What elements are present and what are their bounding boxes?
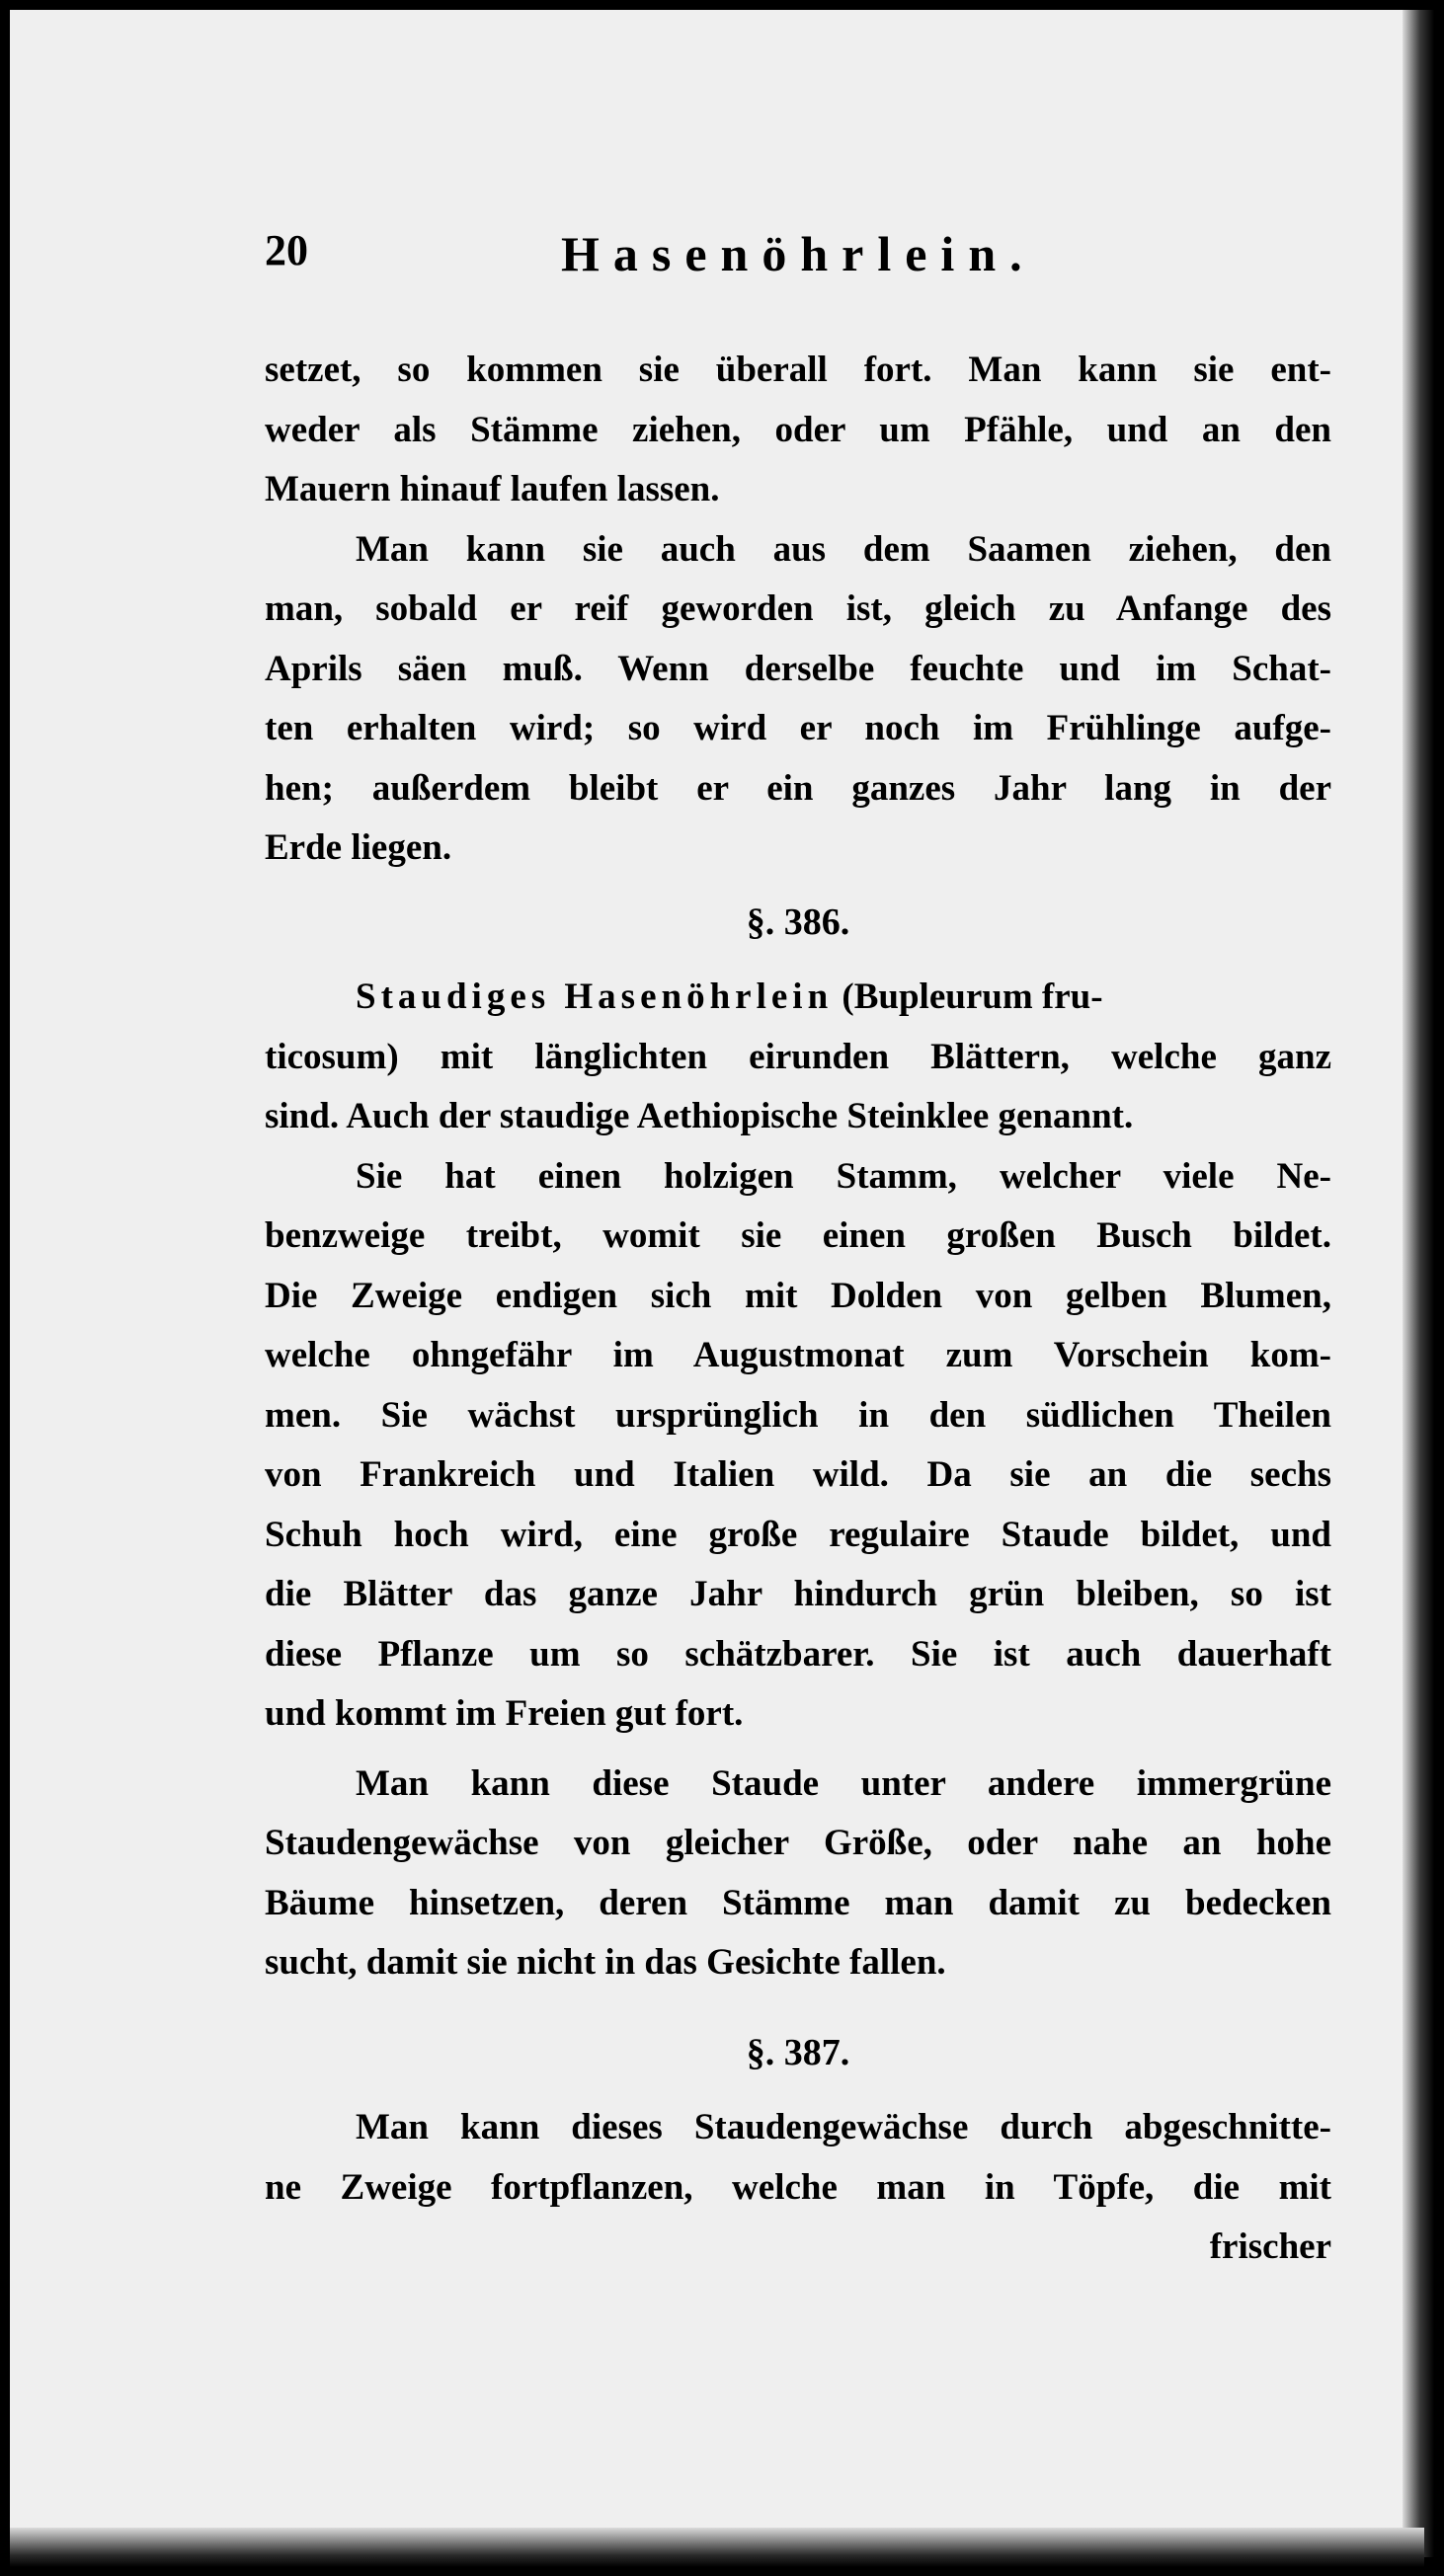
page-number: 20 bbox=[265, 226, 308, 274]
text-line: ne Zweige fortpflanzen, welche man in Töpfe, die mit bbox=[265, 2166, 1331, 2208]
text-line: Man kann dieses Staudengewächse durch abgeschnitte- bbox=[356, 2107, 1331, 2147]
text-line: ticosum) mit länglichten eirunden Blättern, welche ganz bbox=[265, 1036, 1331, 1077]
section-heading-387: §. 387. bbox=[746, 2031, 850, 2073]
text-line: sind. Auch der staudige Aethiopische Steinklee genannt. bbox=[265, 1096, 1134, 1136]
text-line: Man kann sie auch aus dem Saamen ziehen, den bbox=[356, 528, 1331, 570]
page-bottom-shadow bbox=[10, 2528, 1424, 2567]
section-heading-386: §. 386. bbox=[746, 900, 850, 943]
text-line: und kommt im Freien gut fort. bbox=[265, 1693, 744, 1734]
text-line: von Frankreich und Italien wild. Da sie an die sechs bbox=[265, 1454, 1331, 1495]
text-line: diese Pflanze um so schätzbarer. Sie ist auch dauerhaft bbox=[265, 1633, 1331, 1675]
species-latin: (Bupleurum fru- bbox=[833, 976, 1103, 1017]
text-line: Bäume hinsetzen, deren Stämme man damit zu bedecken bbox=[265, 1882, 1331, 1923]
page-edge-shadow bbox=[1403, 10, 1434, 2557]
text-line: Mauern hinauf laufen lassen. bbox=[265, 469, 720, 509]
text-line: Sie hat einen holzigen Stamm, welcher viele Ne- bbox=[356, 1155, 1331, 1197]
text-line: man, sobald er reif geworden ist, gleich zu Anfange des bbox=[265, 588, 1331, 629]
text-line: Aprils säen muß. Wenn derselbe feuchte und im Schat- bbox=[265, 648, 1331, 689]
text-line: ten erhalten wird; so wird er noch im Frühlinge aufge- bbox=[265, 708, 1331, 748]
text-line: Die Zweige endigen sich mit Dolden von gelben Blumen, bbox=[265, 1275, 1331, 1316]
text-line bbox=[265, 968, 1331, 1028]
text-line: welche ohngefähr im Augustmonat zum Vorschein kom- bbox=[265, 1335, 1331, 1375]
species-name: Staudiges Hasenöhrlein bbox=[356, 976, 834, 1017]
text-line: Schuh hoch wird, eine große regulaire Staude bildet, und bbox=[265, 1514, 1331, 1555]
catchword: frischer bbox=[1209, 2226, 1331, 2267]
text-line: Erde liegen. bbox=[265, 827, 452, 868]
body-text bbox=[265, 341, 1331, 2278]
running-title: Hasenöhrlein. bbox=[561, 226, 1036, 281]
text-line: Man kann diese Staude unter andere immergrüne bbox=[356, 1762, 1331, 1804]
text-line: setzet, so kommen sie überall fort. Man kann sie ent- bbox=[265, 350, 1331, 390]
text-line: die Blätter das ganze Jahr hindurch grün bleiben, so ist bbox=[265, 1574, 1331, 1614]
text-line: benzweige treibt, womit sie einen großen Busch bildet. bbox=[265, 1215, 1331, 1256]
text-line: men. Sie wächst ursprünglich in den südlichen Theilen bbox=[265, 1394, 1331, 1436]
text-line: sucht, damit sie nicht in das Gesichte fallen. bbox=[265, 1942, 946, 1983]
text-line: hen; außerdem bleibt er ein ganzes Jahr lang in der bbox=[265, 767, 1331, 809]
text-line: Staudengewächse von gleicher Größe, oder nahe an hohe bbox=[265, 1823, 1331, 1863]
page-header bbox=[265, 225, 1351, 294]
text-line: weder als Stämme ziehen, oder um Pfähle, und an den bbox=[265, 409, 1331, 450]
